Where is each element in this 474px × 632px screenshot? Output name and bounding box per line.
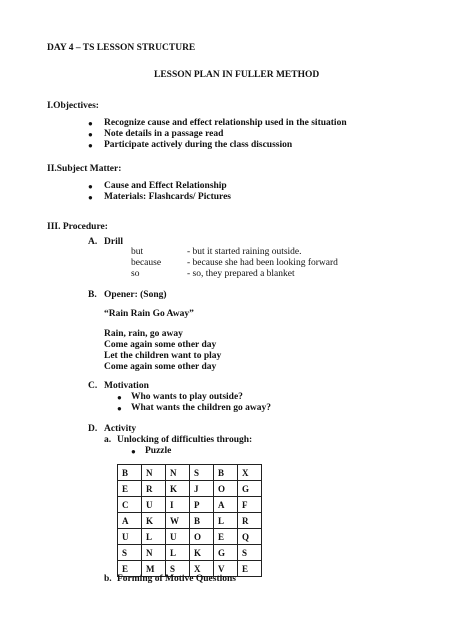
- puzzle-cell: V: [214, 561, 238, 577]
- puzzle-cell: B: [118, 465, 142, 481]
- puzzle-cell: R: [142, 481, 166, 497]
- puzzle-cell: X: [190, 561, 214, 577]
- puzzle-cell: P: [190, 497, 214, 513]
- puzzle-cell: O: [190, 529, 214, 545]
- puzzle-cell: B: [190, 513, 214, 529]
- puzzle-cell: U: [142, 497, 166, 513]
- procedure-heading: III. Procedure:: [47, 222, 108, 232]
- puzzle-cell: I: [166, 497, 190, 513]
- puzzle-cell: K: [142, 513, 166, 529]
- puzzle-cell: N: [142, 545, 166, 561]
- puzzle-cell: S: [118, 545, 142, 561]
- song-lyric: Rain, rain, go away: [104, 329, 183, 339]
- drill-word: so: [131, 269, 140, 279]
- subject-matter-item: Materials: Flashcards/ Pictures: [104, 192, 231, 202]
- puzzle-cell: G: [214, 545, 238, 561]
- song-lyric: Let the children want to play: [104, 351, 222, 361]
- puzzle-cell: X: [238, 465, 262, 481]
- puzzle-row: [118, 529, 262, 545]
- puzzle-cell: S: [166, 561, 190, 577]
- objectives-heading: I.Objectives:: [47, 101, 99, 111]
- puzzle-cell: E: [118, 561, 142, 577]
- puzzle-cell: A: [214, 497, 238, 513]
- opener-label: Opener: (Song): [104, 290, 167, 300]
- puzzle-cell: N: [166, 465, 190, 481]
- activity-marker: D.: [88, 424, 98, 434]
- motivation-item: What wants the children go away?: [131, 403, 271, 413]
- puzzle-row: [118, 465, 262, 481]
- song-lyric: Come again some other day: [104, 362, 217, 372]
- puzzle-row: [118, 497, 262, 513]
- bullet-icon: ●: [117, 404, 122, 413]
- drill-marker: A.: [88, 237, 98, 247]
- activity-sub-a-marker: a.: [104, 435, 112, 445]
- activity-sub-a: Unlocking of difficulties through:: [117, 435, 253, 445]
- puzzle-cell: O: [214, 481, 238, 497]
- opener-marker: B.: [88, 290, 97, 300]
- drill-phrase: - but it started raining outside.: [187, 247, 302, 257]
- puzzle-cell: G: [238, 481, 262, 497]
- puzzle-cell: U: [166, 529, 190, 545]
- puzzle-cell: M: [142, 561, 166, 577]
- puzzle-row: [118, 545, 262, 561]
- objective-item: Note details in a passage read: [104, 129, 224, 139]
- document-header: DAY 4 – TS LESSON STRUCTURE: [47, 43, 196, 53]
- bullet-icon: ●: [88, 193, 93, 202]
- puzzle-cell: C: [118, 497, 142, 513]
- motivation-item: Who wants to play outside?: [131, 392, 243, 402]
- bullet-icon: ●: [131, 447, 136, 456]
- puzzle-cell: Q: [238, 529, 262, 545]
- puzzle-cell: N: [142, 465, 166, 481]
- activity-sub-a-item: Puzzle: [145, 446, 172, 456]
- bullet-icon: ●: [88, 119, 93, 128]
- puzzle-cell: E: [238, 561, 262, 577]
- puzzle-cell: S: [238, 545, 262, 561]
- puzzle-cell: R: [238, 513, 262, 529]
- puzzle-cell: U: [118, 529, 142, 545]
- puzzle-cell: K: [190, 545, 214, 561]
- bullet-icon: ●: [88, 141, 93, 150]
- drill-word: but: [131, 247, 144, 257]
- drill-word: because: [131, 258, 162, 268]
- puzzle-row: [118, 513, 262, 529]
- motivation-marker: C.: [88, 381, 98, 391]
- puzzle-cell: E: [118, 481, 142, 497]
- subject-matter-item: Cause and Effect Relationship: [104, 181, 227, 191]
- bullet-icon: ●: [117, 393, 122, 402]
- drill-phrase: - because she had been looking forward: [187, 258, 338, 268]
- puzzle-cell: A: [118, 513, 142, 529]
- motivation-label: Motivation: [104, 381, 149, 391]
- activity-sub-b: Forming of Motive Questions: [117, 574, 237, 584]
- document-title: LESSON PLAN IN FULLER METHOD: [154, 70, 320, 80]
- puzzle-cell: J: [190, 481, 214, 497]
- puzzle-cell: E: [214, 529, 238, 545]
- activity-label: Activity: [104, 424, 137, 434]
- bullet-icon: ●: [88, 182, 93, 191]
- song-title: “Rain Rain Go Away”: [104, 309, 194, 319]
- puzzle-cell: L: [214, 513, 238, 529]
- song-lyric: Come again some other day: [104, 340, 217, 350]
- puzzle-cell: F: [238, 497, 262, 513]
- drill-phrase: - so, they prepared a blanket: [187, 269, 295, 279]
- drill-label: Drill: [104, 237, 123, 247]
- puzzle-cell: L: [142, 529, 166, 545]
- puzzle-cell: W: [166, 513, 190, 529]
- bullet-icon: ●: [88, 130, 93, 139]
- puzzle-cell: B: [214, 465, 238, 481]
- objective-item: Participate actively during the class discussion: [104, 140, 293, 150]
- puzzle-cell: L: [166, 545, 190, 561]
- puzzle-grid: [117, 464, 262, 577]
- activity-sub-b-marker: b.: [104, 574, 112, 584]
- objective-item: Recognize cause and effect relationship used in the situation: [104, 118, 347, 128]
- subject-matter-heading: II.Subject Matter:: [47, 164, 122, 174]
- puzzle-row: [118, 481, 262, 497]
- puzzle-cell: K: [166, 481, 190, 497]
- puzzle-cell: S: [190, 465, 214, 481]
